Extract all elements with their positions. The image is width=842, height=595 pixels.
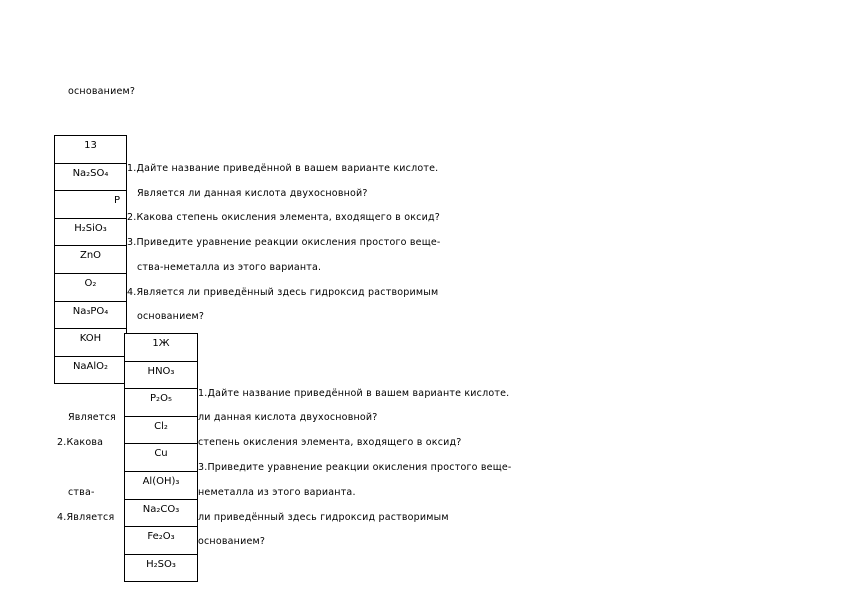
v13-cell: Na₃PO₄ [55, 302, 126, 330]
v13-cell: O₂ [55, 274, 126, 302]
v13-question-3: 3.Приведите уравнение реакции окисления простого веще- [127, 237, 441, 248]
v13-question-1-cont: Является ли данная кислота двухосновной? [137, 188, 368, 199]
v13-cell: P [55, 191, 126, 219]
v13-cell: H₂SiO₃ [55, 219, 126, 247]
v13-cell: NaAlO₂ [55, 357, 126, 385]
variant-13-number: 13 [55, 136, 126, 164]
variant-1zh-table [124, 333, 198, 582]
v1zh-left-fragment-3: ства- [68, 487, 95, 498]
v13-cell: ZnO [55, 246, 126, 274]
v1zh-left-fragment-4: 4.Является [57, 512, 115, 523]
v13-question-3-cont: ства-неметалла из этого варианта. [137, 262, 322, 273]
v1zh-question-1-cont: ли данная кислота двухосновной? [198, 412, 378, 423]
top-fragment-text: основанием? [68, 86, 136, 97]
v1zh-cell: Na₂CO₃ [125, 500, 197, 528]
variant-1zh-number: 1Ж [125, 334, 197, 362]
v1zh-left-fragment-2: 2.Какова [57, 437, 104, 448]
v1zh-question-1: 1.Дайте название приведённой в вашем варианте кислоте. [198, 388, 510, 399]
v1zh-question-4: ли приведённый здесь гидроксид растворимым [198, 512, 449, 523]
v1zh-cell: HNO₃ [125, 362, 197, 390]
v1zh-cell: H₂SO₃ [125, 555, 197, 583]
v1zh-left-fragment-1: Является [68, 412, 116, 423]
v1zh-cell: P₂O₅ [125, 389, 197, 417]
v1zh-cell: Fe₂O₃ [125, 527, 197, 555]
v13-cell: Na₂SO₄ [55, 164, 126, 192]
v1zh-question-4-cont: основанием? [198, 536, 266, 547]
v1zh-question-2: степень окисления элемента, входящего в оксид? [198, 437, 462, 448]
v13-cell: KOH [55, 329, 126, 357]
v1zh-question-3: 3.Приведите уравнение реакции окисления простого веще- [198, 462, 512, 473]
v1zh-cell: Al(OH)₃ [125, 472, 197, 500]
v1zh-cell: Cu [125, 444, 197, 472]
v13-question-4: 4.Является ли приведённый здесь гидроксид растворимым [127, 287, 439, 298]
v13-question-1: 1.Дайте название приведённой в вашем варианте кислоте. [127, 163, 439, 174]
v13-question-2: 2.Какова степень окисления элемента, входящего в оксид? [127, 212, 440, 223]
v1zh-cell: Cl₂ [125, 417, 197, 445]
v1zh-question-3-cont: неметалла из этого варианта. [198, 487, 356, 498]
variant-13-table [54, 135, 127, 384]
v13-question-4-cont: основанием? [137, 311, 205, 322]
